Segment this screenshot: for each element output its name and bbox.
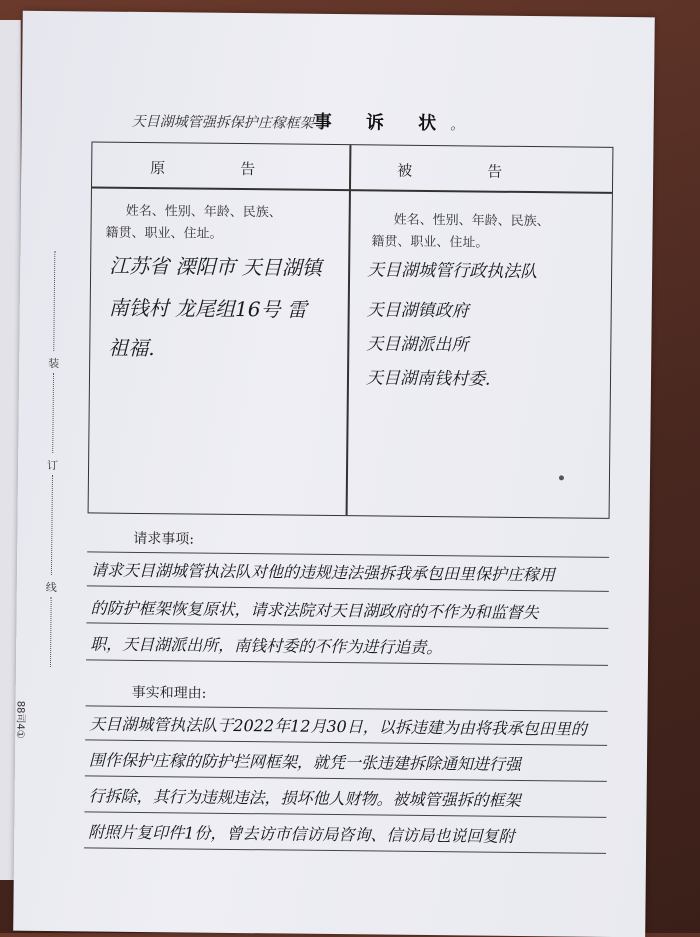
facts-rule-4 — [84, 847, 606, 854]
claims-rule-2 — [86, 622, 608, 629]
defendant-line-4: 天目湖南钱村委. — [365, 368, 491, 390]
binding-mark-ding: 订 — [47, 458, 59, 473]
facts-rule-1 — [85, 739, 607, 746]
table-header-divider — [92, 186, 612, 193]
defendant-field-label — [371, 210, 550, 256]
binding-dotted-line-mid — [52, 373, 54, 453]
facts-line-4: 附照片复印件1份，曾去访市信访局咨询、信访局也说回复附 — [88, 822, 515, 846]
claims-rule-3 — [86, 659, 608, 666]
plaintiff-label-line2: 籍贯、职业、住址。 — [105, 225, 223, 242]
plaintiff-field-label — [105, 201, 282, 247]
defendant-label-line2: 籍贯、职业、住址。 — [371, 234, 489, 251]
claims-rule-0 — [87, 551, 609, 558]
complaint-form-page — [13, 11, 655, 937]
facts-line-2: 围作保护庄稼的防护拦网框架，就凭一张违建拆除通知进行强 — [88, 750, 522, 774]
claims-line-3: 职，天目湖派出所，南钱村委的不作为进行追责。 — [90, 634, 443, 658]
binding-dotted-line-low — [51, 475, 53, 575]
facts-line-1: 天目湖城管执法队于2022年12月30日，以拆违建为由将我承包田里的 — [89, 714, 587, 739]
title-tail: 。 — [450, 117, 465, 134]
facts-line-3: 行拆除，其行为违规违法，损坏他人财物。被城管强拆的框架 — [88, 786, 521, 810]
document-title — [132, 106, 552, 136]
claims-label: 请求事项: — [133, 530, 195, 548]
binding-mark-zhuang: 装 — [48, 357, 60, 371]
claims-rule-1 — [87, 585, 609, 592]
defendant-line-2: 天目湖镇政府 — [366, 300, 469, 322]
binding-dotted-line-bottom — [50, 597, 52, 667]
facts-rule-2 — [85, 775, 607, 782]
defendant-header: 被 告 — [397, 161, 503, 181]
plaintiff-label-line1: 姓名、性别、年龄、民族、 — [125, 203, 282, 221]
defendant-line-1: 天目湖城管行政执法队 — [367, 260, 538, 283]
claims-line-2: 的防护框架恢复原状，请求法院对天目湖政府的不作为和监督失 — [90, 598, 539, 623]
table-column-divider — [346, 145, 351, 515]
plaintiff-header: 原 告 — [150, 159, 256, 179]
plaintiff-line-1: 江苏省 溧阳市 天目湖镇 — [109, 253, 323, 280]
defendant-label-line1: 姓名、性别、年龄、民族、 — [393, 212, 550, 230]
defendant-line-3: 天目湖派出所 — [366, 334, 469, 356]
title-printed: 事 诉 状 — [313, 111, 451, 135]
parties-table — [88, 141, 614, 518]
title-handwritten-prefix: 天目湖城管强拆保护庄稼框架 — [131, 113, 314, 132]
facts-rule-3 — [84, 811, 606, 818]
ink-spot — [559, 475, 564, 480]
binding-dotted-line-top — [53, 251, 55, 351]
binding-mark-xian: 线 — [45, 580, 57, 595]
facts-rule-0 — [86, 705, 608, 712]
facts-label: 事实和理由: — [131, 684, 207, 702]
plaintiff-line-3: 祖福. — [108, 335, 155, 361]
form-code: 88司4① — [14, 700, 26, 739]
claims-line-1: 请求天目湖城管执法队对他的违规违法强拆我承包田里保护庄稼用 — [90, 560, 556, 585]
plaintiff-line-2: 南钱村 龙尾组16号 雷 — [108, 295, 308, 322]
